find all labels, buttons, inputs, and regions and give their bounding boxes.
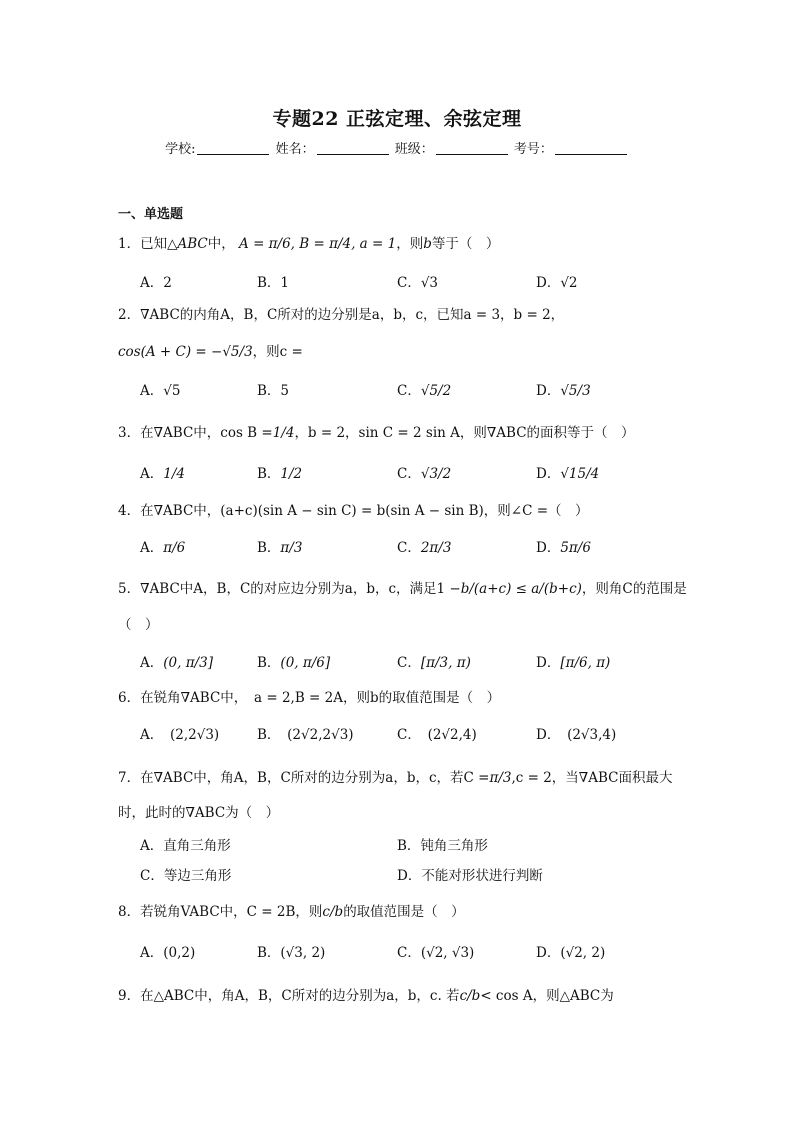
school-label: 学校: bbox=[165, 142, 196, 157]
question-9: 9．在△ABC中，角A，B，C所对的边分别为a，b，c. 若c/b< cos A，则△ABC为 bbox=[118, 988, 614, 1004]
q6-option-a[interactable]: A． (2,2√3) bbox=[140, 727, 220, 743]
student-info bbox=[0, 138, 794, 157]
q2-option-b[interactable]: B．5 bbox=[257, 383, 290, 399]
q3-option-d[interactable]: D．√15/4 bbox=[536, 466, 600, 482]
q5-option-b[interactable]: B．(0, π/6] bbox=[257, 655, 331, 671]
q4-option-c[interactable]: C．2π/3 bbox=[397, 540, 452, 556]
page-title: 专题22 正弦定理、余弦定理 bbox=[272, 108, 522, 130]
q8-option-c[interactable]: C．(√2, √3) bbox=[397, 945, 475, 961]
exam-no-blank bbox=[555, 142, 627, 155]
q1-option-b[interactable]: B．1 bbox=[257, 275, 290, 291]
q1-condition: A = π/6, B = π/4, a = 1 bbox=[239, 236, 397, 252]
class-blank bbox=[436, 142, 508, 155]
q7-option-a[interactable]: A．直角三角形 bbox=[140, 838, 231, 854]
q4-option-d[interactable]: D．5π/6 bbox=[536, 540, 591, 556]
section-heading: 一、单选题 bbox=[118, 207, 184, 222]
q8-option-a[interactable]: A．(0,2) bbox=[140, 945, 196, 961]
q1-option-c[interactable]: C．√3 bbox=[397, 275, 439, 291]
question-7: 7．在∇ABC中，角A，B，C所对的边分别为a，b，c，若C =π/3,c = 2，当∇ABC面积最大 bbox=[118, 770, 673, 786]
q3-option-c[interactable]: C．√3/2 bbox=[397, 466, 452, 482]
question-5-line2: （ ） bbox=[118, 617, 159, 633]
question-6: 6．在锐角∇ABC中， a = 2,B = 2A，则b的取值范围是（ ） bbox=[118, 690, 501, 706]
school-blank bbox=[197, 142, 269, 155]
q6-option-b[interactable]: B． (2√2,2√3) bbox=[257, 727, 354, 743]
q1-option-d[interactable]: D．√2 bbox=[536, 275, 578, 291]
q6-option-d[interactable]: D． (2√3,4) bbox=[536, 727, 617, 743]
q3-option-a[interactable]: A．1/4 bbox=[140, 466, 185, 482]
name-blank bbox=[317, 142, 389, 155]
q5-option-a[interactable]: A．(0, π/3] bbox=[140, 655, 213, 671]
exam-no-label: 考号： bbox=[513, 142, 553, 157]
question-7-line2: 时，此时的∇ABC为（ ） bbox=[118, 805, 280, 821]
question-1: 1．已知△ABC中， A = π/6, B = π/4, a = 1，则b等于（ ） bbox=[118, 236, 500, 252]
question-8: 8．若锐角VABC中，C = 2B，则c/b的取值范围是（ ） bbox=[118, 904, 465, 920]
q5-option-c[interactable]: C．[π/3, π) bbox=[397, 655, 471, 671]
q2-option-a[interactable]: A．√5 bbox=[140, 383, 181, 399]
name-label: 姓名： bbox=[275, 142, 315, 157]
class-label: 班级： bbox=[394, 142, 434, 157]
q5-option-d[interactable]: D．[π/6, π) bbox=[536, 655, 611, 671]
question-5: 5．∇ABC中A，B，C的对应边分别为a，b，c，满足1 −b/(a+c) ≤ a/(b+c)，则角C的范围是 bbox=[118, 581, 687, 597]
q6-option-c[interactable]: C． (2√2,4) bbox=[397, 727, 477, 743]
q2-option-c[interactable]: C．√5/2 bbox=[397, 383, 452, 399]
q4-option-a[interactable]: A．π/6 bbox=[140, 540, 186, 556]
q4-option-b[interactable]: B．π/3 bbox=[257, 540, 303, 556]
q7-option-d[interactable]: D．不能对形状进行判断 bbox=[397, 868, 543, 884]
question-2: 2．∇ABC的内角A，B，C所对的边分别是a，b，c，已知a = 3，b = 2， bbox=[118, 307, 565, 323]
q2-cos-expression: cos(A + C) = −√5/3 bbox=[118, 344, 253, 360]
question-3: 3．在∇ABC中，cos B =1/4，b = 2，sin C = 2 sin A，则∇ABC的面积等于（ ） bbox=[118, 425, 635, 441]
q8-option-b[interactable]: B．(√3, 2) bbox=[257, 945, 326, 961]
q3-option-b[interactable]: B．1/2 bbox=[257, 466, 303, 482]
q8-option-d[interactable]: D．(√2, 2) bbox=[536, 945, 606, 961]
q7-option-c[interactable]: C．等边三角形 bbox=[140, 868, 232, 884]
question-2-line2: cos(A + C) = −√5/3，则c = bbox=[118, 344, 303, 360]
q2-option-d[interactable]: D．√5/3 bbox=[536, 383, 591, 399]
q7-option-b[interactable]: B．钝角三角形 bbox=[397, 838, 488, 854]
q1-option-a[interactable]: A．2 bbox=[140, 275, 172, 291]
question-4: 4．在∇ABC中，(a+c)(sin A − sin C) = b(sin A − sin B)，则∠C =（ ） bbox=[118, 503, 589, 519]
